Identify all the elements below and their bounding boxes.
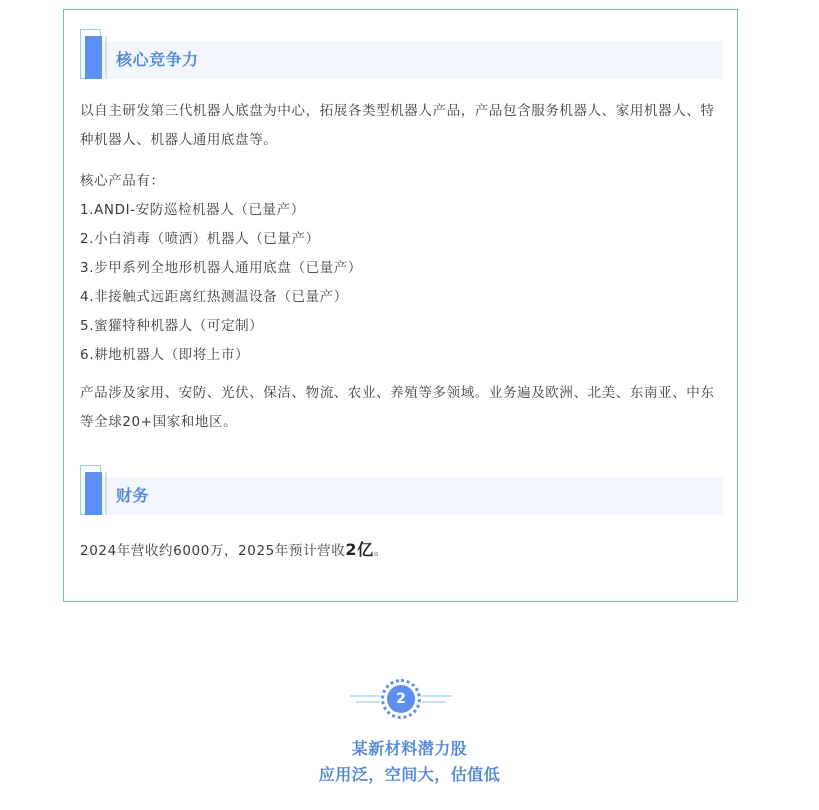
- badge-line-right: [422, 695, 452, 697]
- badge-line-left: [350, 695, 380, 697]
- badge-number: 2: [387, 685, 415, 713]
- header-decoration-line: [105, 472, 107, 515]
- content-card: [63, 9, 738, 602]
- list-item: 2.小白消毒（喷洒）机器人（已量产）: [80, 231, 320, 247]
- intro-paragraph: 以自主研发第三代机器人底盘为中心，拓展各类型机器人产品，产品包含服务机器人、家用机器人、特种机器人、机器人通用底盘等。: [80, 103, 715, 148]
- fields-paragraph: 产品涉及家用、安防、光伏、保洁、物流、农业、养殖等多领域。业务遍及欧洲、北美、东南亚、中东等全球20+国家和地区。: [80, 385, 715, 430]
- badge-line-left: [356, 701, 380, 703]
- header-decoration-line: [105, 36, 107, 79]
- next-section-title: 某新材料潜力股: [351, 739, 468, 758]
- section-header-finance: [80, 477, 723, 515]
- revenue-highlight: 2亿: [345, 540, 374, 559]
- list-item: 5.蜜獾特种机器人（可定制）: [80, 318, 264, 334]
- list-item: 3.步甲系列全地形机器人通用底盘（已量产）: [80, 260, 362, 276]
- finance-paragraph: [80, 536, 728, 565]
- header-decoration-bar: [85, 36, 102, 79]
- section-number-badge: [350, 676, 452, 722]
- list-item: 6.耕地机器人（即将上市）: [80, 347, 250, 363]
- section-title: 财务: [116, 486, 150, 505]
- list-item: 1.ANDI-安防巡检机器人（已量产）: [80, 202, 305, 218]
- next-section-subtitle: 应用泛，空间大，估值低: [318, 765, 501, 784]
- header-decoration-bar: [85, 472, 102, 515]
- badge-line-right: [422, 701, 446, 703]
- revenue-text: 2024年营收约6000万，2025年预计营收: [80, 543, 346, 559]
- revenue-end: 。: [373, 543, 388, 559]
- products-heading: 核心产品有：: [80, 173, 165, 189]
- section-title: 核心竞争力: [116, 50, 199, 69]
- list-item: 4.非接触式远距离红热测温设备（已量产）: [80, 289, 348, 305]
- section-header-competitiveness: [80, 41, 723, 79]
- products-list: [80, 167, 728, 370]
